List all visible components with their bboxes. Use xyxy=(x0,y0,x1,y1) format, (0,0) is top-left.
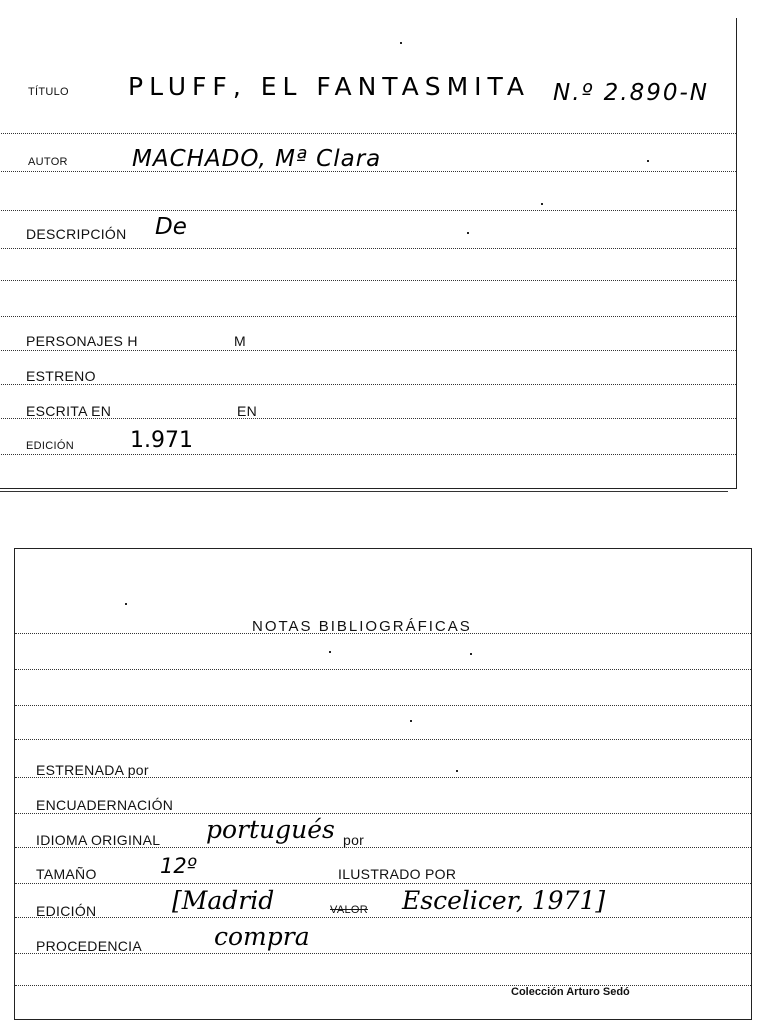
scan-speck xyxy=(329,651,331,653)
ruled-line xyxy=(0,384,736,385)
titulo-value: PLUFF, EL FANTASMITA xyxy=(128,72,530,101)
scan-speck xyxy=(410,720,412,722)
scan-speck xyxy=(470,653,472,655)
tamano-value: 12º xyxy=(160,854,197,878)
autor-label: AUTOR xyxy=(28,156,68,168)
estreno-label: ESTRENO xyxy=(26,368,96,384)
personajes-m-label: M xyxy=(234,333,246,349)
idioma-suffix: por xyxy=(343,832,365,848)
scan-speck xyxy=(456,770,458,772)
ruled-line xyxy=(0,280,736,281)
edicion-back-value-b: Escelicer, 1971] xyxy=(402,886,606,915)
scan-speck xyxy=(647,160,649,162)
ruled-line xyxy=(0,210,736,211)
idioma-value: portugués xyxy=(206,815,335,844)
idioma-label: IDIOMA ORIGINAL xyxy=(36,832,161,848)
ruled-line xyxy=(15,813,751,814)
scan-speck xyxy=(467,232,469,234)
scan-speck xyxy=(541,203,543,205)
collection-credit: Colección Arturo Sedó xyxy=(511,986,630,998)
procedencia-value: compra xyxy=(214,922,310,951)
edicion-back-value-a: [Madrid xyxy=(172,886,275,915)
escrita-label: ESCRITA EN xyxy=(26,403,112,419)
ruled-line xyxy=(15,669,751,670)
autor-value: MACHADO, Mª Clara xyxy=(132,146,382,172)
encuadernacion-label: ENCUADERNACIÓN xyxy=(36,797,174,813)
ruled-line xyxy=(0,350,736,351)
scan-speck xyxy=(400,42,402,44)
card-cut-line xyxy=(0,491,728,492)
procedencia-label: PROCEDENCIA xyxy=(36,938,142,954)
ruled-line xyxy=(0,316,736,317)
escrita-en-label: EN xyxy=(237,403,258,419)
ruled-line xyxy=(15,739,751,740)
edicion-back-label: EDICIÓN xyxy=(36,903,97,919)
scan-speck xyxy=(125,603,127,605)
ruled-line xyxy=(15,917,751,918)
edicion-value: 1.971 xyxy=(130,428,193,453)
tamano-label: TAMAÑO xyxy=(36,866,97,882)
ruled-line xyxy=(15,883,751,884)
personajes-label: PERSONAJES H xyxy=(26,333,138,349)
descripcion-value: De xyxy=(155,214,187,240)
ruled-line xyxy=(0,248,736,249)
ilustrado-label: ILUSTRADO POR xyxy=(338,866,457,882)
titulo-label: TÍTULO xyxy=(28,86,69,98)
ruled-line xyxy=(0,133,736,134)
ruled-line xyxy=(15,985,751,986)
valor-label: VALOR xyxy=(330,904,368,916)
descripcion-label: DESCRIPCIÓN xyxy=(26,226,127,242)
estrenada-label: ESTRENADA por xyxy=(36,762,149,778)
ruled-line xyxy=(15,705,751,706)
titulo-number: N.º 2.890-N xyxy=(553,80,710,106)
notas-title: NOTAS BIBLIOGRÁFICAS xyxy=(252,618,472,635)
edicion-label: EDICIÓN xyxy=(26,440,74,452)
ruled-line xyxy=(0,454,736,455)
